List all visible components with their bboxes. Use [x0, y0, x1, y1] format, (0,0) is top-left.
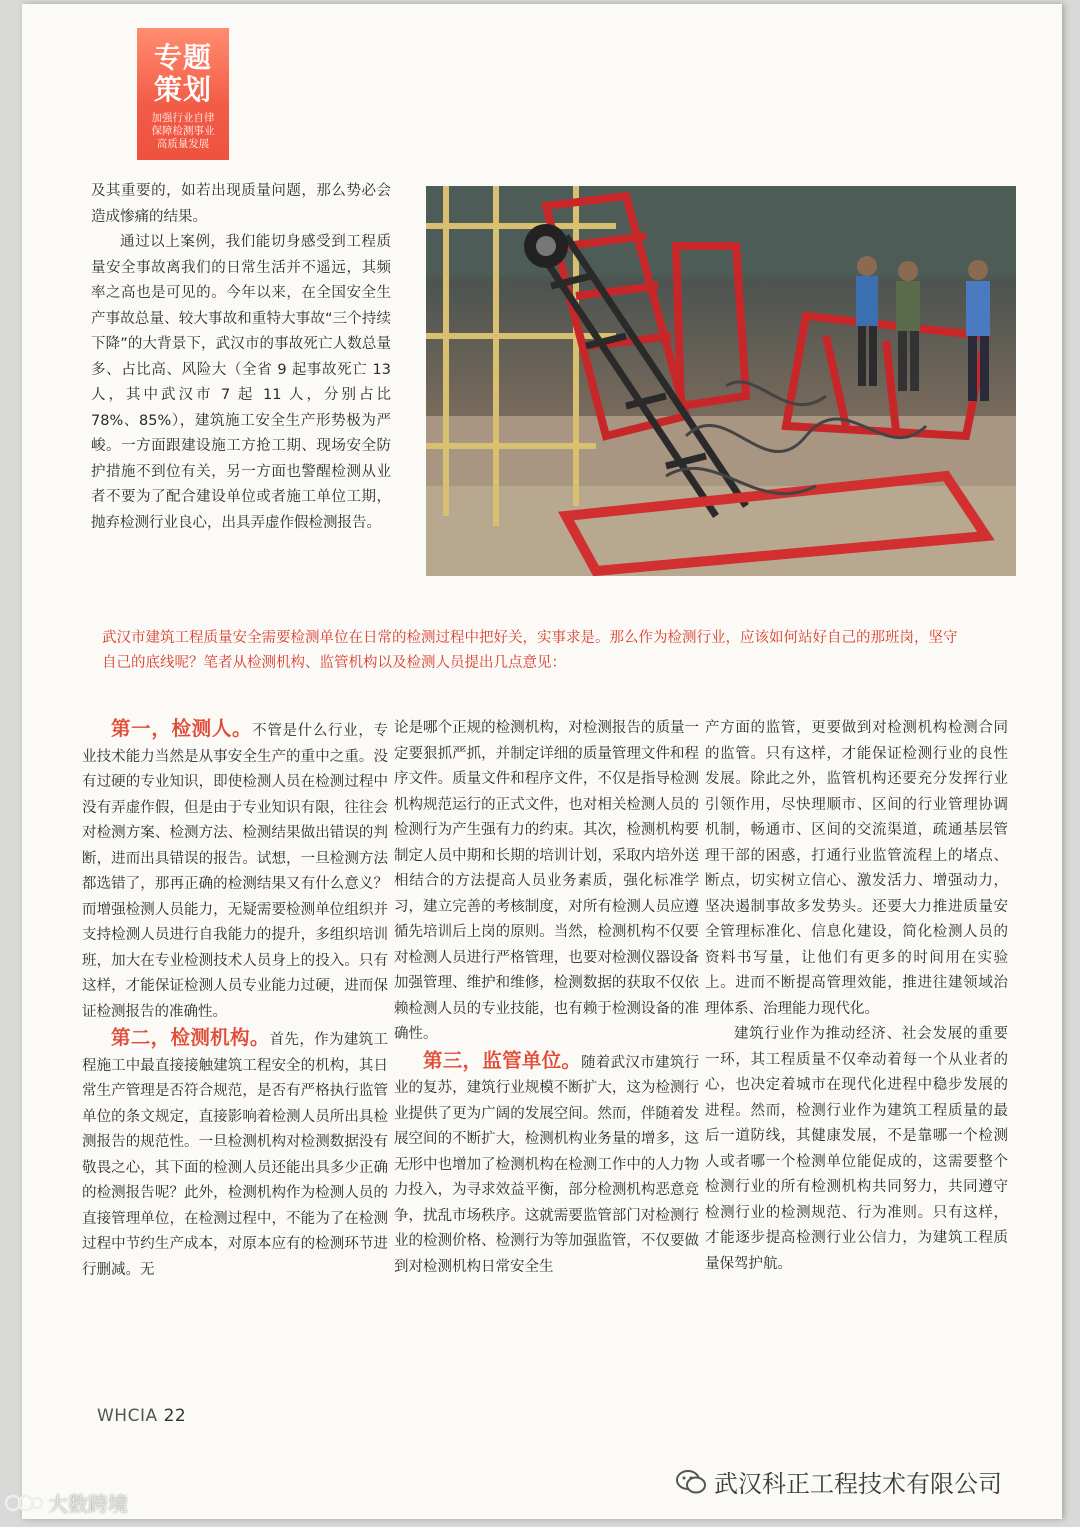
supervision-paragraph-part2: 产方面的监管，更要做到对检测机构检测合同的监管。只有这样，才能保证检测行业的良性发展。除此之外，监管机构还要充分发挥行业引领作用，尽快理顺市、区间的行业管理协调机制，畅通市、区间的交流渠道，疏通基层管理干部的困惑，打通行业监管流程上的堵点、断点，切实树立信心、激发活力、增强动力，坚决遏制事故多发势头。还要大力推进质量安全管理标准化、信息化建设，简化检测人员的资料书写量，让他们有更多的时间用在实验上。进而不断提高管理效能，推进往建领域治理体系、治理能力现代化。 — [705, 720, 1008, 1017]
scaffold-collapse-illustration — [426, 186, 1016, 576]
badge-subtitle-2: 保障检测事业 — [151, 125, 215, 137]
construction-accident-photo — [426, 186, 1016, 576]
wechat-account-name: 武汉科正工程技术有限公司 — [714, 1470, 1002, 1498]
badge-title-line2: 策划 — [153, 73, 212, 106]
article-column-1 — [82, 716, 388, 1283]
article-column-2 — [394, 716, 699, 1280]
heading-supervision-unit: 第三，监管单位。 — [423, 1048, 582, 1072]
intro-paragraph-1: 及其重要的，如若出现质量问题，那么势必会造成惨痛的结果。 — [91, 183, 391, 225]
page-number: 22 — [163, 1406, 187, 1426]
intro-column — [91, 179, 391, 536]
heading-inspection-agency: 第二，检测机构。 — [111, 1026, 270, 1049]
magazine-name: WHCIA — [97, 1406, 158, 1426]
inspector-paragraph: 不管是什么行业，专业技术能力当然是从事安全生产的重中之重。没有过硬的专业知识，即使检测人员在检测过程中没有弄虚作假，但是由于专业知识有限，往往会对检测方案、检测方法、检测结果做出错误的判断，进而出具错误的报告。试想，一旦检测方法都选错了，那再正确的检测结果又有什么意义？而增强检测人员能力，无疑需要检测单位组织并支持检测人员进行自我能力的提升，多组织培训班，加大在专业检测技术人员身上的投入。只有这样，才能保证检测人员专业能力过硬，进而保证检测报告的准确性。 — [82, 723, 388, 1020]
watermark-logo-icon — [4, 1492, 44, 1514]
page-footer — [97, 1406, 186, 1426]
section-badge — [137, 28, 229, 160]
intro-paragraph-2: 通过以上案例，我们能切身感受到工程质量安全事故离我们的日常生活并不遥远，其频率之高也是可见的。今年以来，在全国安全生产事故总量、较大事故和重特大事故“三个持续下降”的大背景下，武汉市的事故死亡人数总量多、占比高、风险大（全省 9 起事故死亡 13 人，其中武汉市 7 起 11 人，分别占比 78%、85%），建筑施工安全生产形势极为严峻。一方面跟建设施工方抢工期、现场安全防护措施不到位有关，另一方面也警醒检测从业者不要为了配合建设单位或者施工单位工期，抛弃检测行业良心，出具弄虚作假检测报告。 — [91, 234, 391, 531]
heading-inspector: 第一，检测人。 — [111, 717, 253, 740]
badge-subtitle-3: 高质量发展 — [156, 138, 210, 150]
agency-paragraph-part2: 论是哪个正规的检测机构，对检测报告的质量一定要狠抓严抓，并制定详细的质量管理文件和程序文件。质量文件和程序文件，不仅是指导检测机构规范运行的正式文件，也对相关检测人员的检测行为产生强有力的约束。其次，检测机构要制定人员中期和长期的培训计划，采取内培外送相结合的方法提高人员业务素质，强化标准学习，建立完善的考核制度，对所有检测人员应遵循先培训后上岗的原则。当然，检测机构不仅要对检测人员进行严格管理，也要对检测仪器设备加强管理、维护和维修，检测数据的获取不仅依赖检测人员的专业技能，也有赖于检测设备的准确性。 — [394, 720, 699, 1042]
pull-quote-caption: 武汉市建筑工程质量安全需要检测单位在日常的检测过程中把好关，实事求是。那么作为检测行业，应该如何站好自己的那班岗，坚守自己的底线呢？笔者从检测机构、监管机构以及检测人员提出几点意见： — [102, 630, 958, 671]
magazine-page — [22, 4, 1062, 1519]
conclusion-paragraph: 建筑行业作为推动经济、社会发展的重要一环，其工程质量不仅牵动着每一个从业者的心，也决定着城市在现代化进程中稳步发展的进程。然而，检测行业作为建筑工程质量的最后一道防线，其健康发展，不是靠哪一个检测人或者哪一个检测单位能促成的，这需要整个检测行业的所有检测机构共同努力，共同遵守检测行业的检测规范、行为准则。只有这样，才能逐步提高检测行业公信力，为建筑工程质量保驾护航。 — [705, 1026, 1008, 1272]
badge-subtitle-1: 加强行业自律 — [151, 112, 215, 124]
article-column-3 — [705, 716, 1008, 1277]
wechat-account-tag — [676, 1464, 1002, 1499]
supervision-paragraph-part1: 随着武汉市建筑行业的复苏，建筑行业规模不断扩大，这为检测行业提供了更为广阔的发展空间。然而，伴随着发展空间的不断扩大，检测机构业务量的增多，这无形中也增加了检测机构在检测工作中的人力物力投入，为寻求效益平衡，部分检测机构恶意竞争，扰乱市场秩序。这就需要监管部门对检测行业的检测价格、检测行为等加强监管，不仅要做到对检测机构日常安全生 — [394, 1054, 699, 1275]
wechat-icon — [676, 1469, 706, 1495]
agency-paragraph-part1: 首先，作为建筑工程施工中最直接接触建筑工程安全的机构，其日常生产管理是否符合规范，是否有严格执行监管单位的条文规定，直接影响着检测人员所出具检测报告的规范性。一旦检测机构对检测数据没有敬畏之心，其下面的检测人员还能出具多少正确的检测报告呢？此外，检测机构作为检测人员的直接管理单位，在检测过程中，不能为了在检测过程中节约生产成本，对原本应有的检测环节进行删减。无 — [82, 1032, 388, 1278]
watermark-text: 大数跨境 — [48, 1492, 128, 1516]
watermark — [4, 1488, 128, 1517]
badge-title-line1: 专题 — [153, 41, 212, 74]
